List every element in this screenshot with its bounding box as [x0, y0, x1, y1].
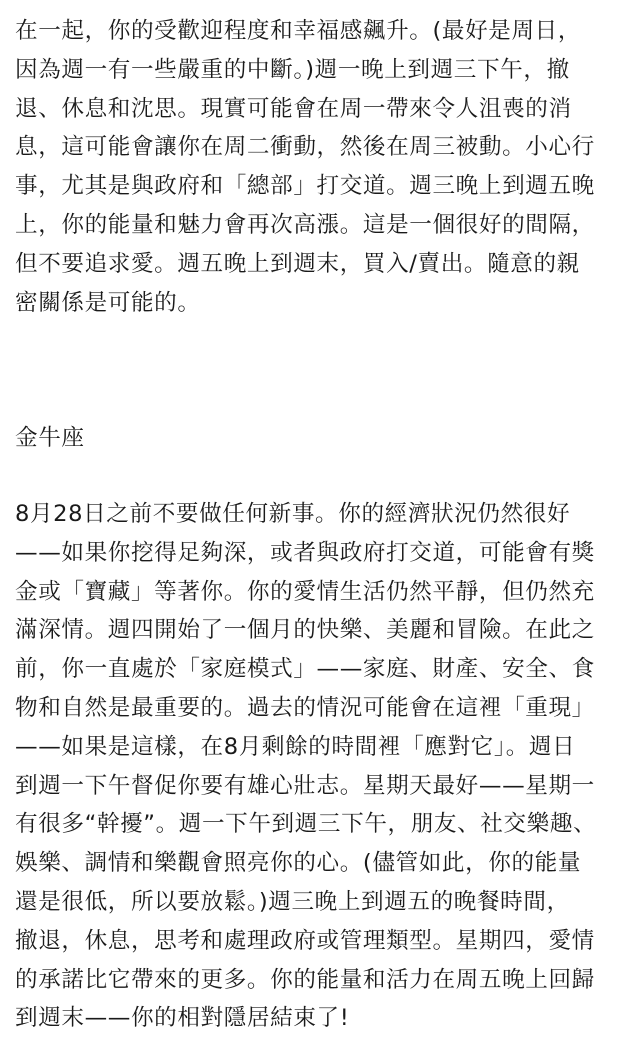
text-line: 但不要追求愛。週五晚上到週末，買入/賣出。隨意的親 — [15, 250, 580, 277]
text-line: 到週一下午督促你要有雄心壯志。星期天最好——星期一 — [15, 772, 595, 799]
text-line: 撤退，休息，思考和處理政府或管理類型。星期四，愛情 — [15, 927, 595, 954]
text-line: 前，你一直處於「家庭模式」——家庭、財產、安全、食 — [15, 656, 595, 683]
text-line: 娛樂、調情和樂觀會照亮你的心。(儘管如此，你的能量 — [15, 850, 582, 877]
text-line: 在一起，你的受歡迎程度和幸福感飆升。(最好是周日， — [15, 18, 582, 44]
text-line: 的承諾比它帶來的更多。你的能量和活力在周五晚上回歸 — [15, 966, 595, 993]
text-line: 因為週一有一些嚴重的中斷。)週一晚上到週三下午，撤 — [15, 56, 570, 83]
text-line: 滿深情。週四開始了一個月的快樂、美麗和冒險。在此之 — [15, 617, 595, 644]
text-line: 還是很低，所以要放鬆。)週三晚上到週五的晚餐時間， — [15, 888, 570, 915]
text-line: 到週末——你的相對隱居結束了! — [15, 1005, 350, 1032]
text-line: 密關係是可能的。 — [15, 289, 201, 316]
text-line: 事，尤其是與政府和「總部」打交道。週三晚上到週五晚 — [15, 173, 595, 200]
text-line: 退、休息和沈思。現實可能會在周一帶來令人沮喪的消 — [15, 95, 572, 122]
text-line: ——如果是這樣，在8月剩餘的時間裡「應對它」。週日 — [15, 733, 576, 760]
text-line: 金或「寶藏」等著你。你的愛情生活仍然平靜，但仍然充 — [15, 578, 595, 605]
horoscope-paragraph-previous — [15, 12, 595, 322]
text-line: 物和自然是最重要的。過去的情況可能會在這裡「重現」 — [15, 694, 595, 721]
section-heading-taurus: 金牛座 — [15, 425, 85, 451]
horoscope-paragraph-taurus — [15, 495, 596, 1038]
text-line: 8月28日之前不要做任何新事。你的經濟狀況仍然很好 — [15, 501, 571, 527]
text-line: ——如果你挖得足夠深，或者與政府打交道，可能會有獎 — [15, 539, 595, 566]
text-line: 上，你的能量和魅力會再次高漲。這是一個很好的間隔， — [15, 211, 595, 238]
text-line: 息，這可能會讓你在周二衝動，然後在周三被動。小心行 — [15, 134, 595, 161]
text-line: 有很多“幹擾”。週一下午到週三下午，朋友、社交樂趣、 — [15, 811, 597, 838]
